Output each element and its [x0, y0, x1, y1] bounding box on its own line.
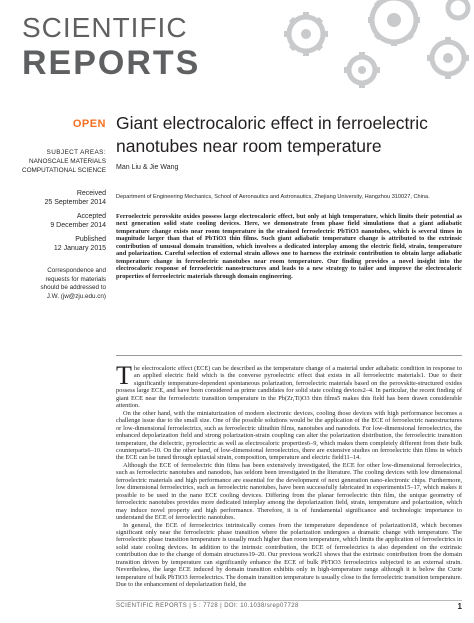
abstract-line: ferroelectric PbTiO3 nanotubes, which is several times in magnitude larger than that of PbTiO3 thin films.: [116, 227, 462, 243]
correspondence-note: [0, 267, 106, 301]
author-affiliation: Department of Engineering Mechanics, School of Aeronautics and Astronautics, Zhejiang University, Hangzhou 310027, China.: [116, 194, 430, 200]
journal-header: [0, 0, 474, 96]
abstract-line: a novel insight into the electrocaloric response of ferroelectric nanostructures and leads to a new strategy to: [116, 257, 462, 273]
abstract-line: tailor and improve the electrocaloric properties of ferroelectric materials through domain engineering.: [116, 265, 462, 280]
subject-area-item[interactable]: COMPUTATIONAL SCIENCE: [21, 167, 106, 174]
footer-rule: [116, 600, 462, 601]
footer-citation: [116, 603, 299, 609]
subject-areas-heading: SUBJECT AREAS:: [46, 149, 106, 156]
logo-bottom-text: REPORTS: [22, 44, 201, 82]
footer-doi[interactable]: | 5 : 7728 | DOI: 10.1038/srep07728: [189, 603, 299, 609]
correspondence-line: requests for materials: [45, 275, 106, 283]
published-date: 12 January 2015: [53, 245, 106, 252]
subject-areas: [0, 148, 106, 175]
abstract-line: polarization. Careful selection of external strain allows one to harness the extrinsic contribution to obtain: [128, 250, 422, 258]
article-title-line: Giant electrocaloric effect in ferroelectric: [116, 113, 428, 133]
received-date: 25 September 2014: [44, 199, 106, 206]
body-paragraph: In general, the ECE of ferroelectrics intrinsically comes from the temperature dependence of polarization18, which becomes significant only near the ferroelectric phase transition where the polarization undergoes a dramatic change with temperature. The ferroelectric phase transition temperature is usually much higher than room temperature, which limits the application of ferroelectrics in solid state cooling devices. In addition to the intrinsic contribution, the ECE of ferroelectrics is also dependent on the extrinsic contribution due to the change of domain structures19–20. Our previous work21 shows that the extrinsic contribution from the domain transition driven by temperature can significantly enhance the ECE of bulk PbTiO3 ferroelectrics subjected to an external strain. Nevertheless, the large ECE induced by domain transition exhibits only in high-temperature range although it is below the Curie temperature of bulk PbTiO3 ferroelectrics. The domain transition temperature is usually close to the ferroelectric transition temperature. Due to the enhancement of depolarization field, the: [116, 521, 462, 589]
logo-top-text: SCIENTIFIC: [22, 12, 188, 43]
abstract-line: their potential as next generation solid state cooling devices. Here, we demonstrate from phase field: [116, 213, 462, 228]
accepted-label: Accepted: [76, 213, 106, 220]
abstract-line: transition, which involves a dedicated interplay among the electric field, strain, temperature and: [116, 242, 462, 258]
open-access-label: OPEN: [72, 118, 106, 130]
correspondence-line: should be addressed to: [40, 284, 106, 291]
page-number: 1: [457, 602, 462, 611]
article-sidebar: [0, 118, 106, 301]
correspondence-email[interactable]: J.W. (jw@zju.edu.cn): [46, 292, 106, 300]
body-paragraph: Although the ECE of ferroelectric thin films has been extensively investigated, the ECE for other low-dimensional ferroelectrics, such as ferroelectric nanotubes and nanodots, has seldom been investigated in the literature. The cooling devices with low dimensional ferroelectric materials and high performance are essential for the development of next generation nano-electronic chips. Furthermore, low dimensional ferroelectrics, such as ferroelectric nanotubes, have been successfully fabricated in experiments15–17, which makes it possible to be used in the nano ECE cooling devices. Differing from the planar ferroelectric thin film, the unique geometry of ferroelectric nanotubes provides more dedicated interplay among the depolarization field, strain, temperature and polarization, which may induce novel property and high performance. Therefore, it is of fundamental significance and technologic importance to understand the ECE of ferroelectric nanotubes.: [116, 461, 462, 522]
abstract-divider: [116, 355, 462, 356]
article-body: [116, 361, 462, 589]
page-footer: [0, 600, 474, 614]
accepted-date: 9 December 2014: [50, 222, 106, 229]
published-label: Published: [75, 236, 106, 243]
subject-area-item[interactable]: NANOSCALE MATERIALS: [29, 158, 106, 165]
article-title: [116, 112, 456, 158]
gears-decoration-icon: [262, 0, 474, 96]
abstract-line: simulations that a giant adiabatic temperature change exists near room temperature in the strained: [116, 220, 463, 235]
article-title-line: nanotubes near room temperature: [116, 136, 382, 156]
body-paragraph: On the other hand, with the miniaturization of modern electronic devices, cooling those devices with high performance becomes a challenge issue due to the small size. One of the possible solutions would be the application of the ECE of ferroelectric nanostructures or low-dimensional ferroelectrics, such as ferroelectric ultrathin films, nanotubes and nanodots. For low-dimensional ferroelectrics, the enhanced depolarization field and strong polarization-strain coupling can alter the polarization distribution, the ferroelectric transition temperature, the dielectric, pyroelectric as well as electrocaloric properties6–9, which makes them completely different from their bulk counterparts6–10. On the other hand, of low-dimensional ferroelectrics, there are extensive studies on ferroelectric thin films in which the ECE can be tuned through epitaxial strain, composition, temperature and electric field11–14.: [116, 409, 462, 462]
abstract-line: large adiabatic temperature change in ferroelectric nanotubes near room temperature. Our finding provides: [116, 250, 462, 265]
correspondence-line: Correspondence and: [47, 267, 106, 274]
journal-logo: [22, 14, 200, 80]
article-authors: Man Liu & Jie Wang: [116, 164, 179, 171]
article-abstract: [116, 213, 462, 280]
abstract-line: Ferroelectric perovskite oxides possess large electrocaloric effect, but only at high temperature, which limits: [116, 213, 416, 220]
body-paragraph: [116, 361, 462, 410]
footer-journal-name: SCIENTIFIC REPORTS: [116, 603, 188, 609]
body-paragraph-text: he electrocaloric effect (ECE) can be described as the temperature change of a material under adiabatic condition in response to an applied electric field which is the converse pyroelectric effect that exists in all ferroelectric materials1. Due to their significantly temperature-dependent spontaneous polarization, ferroelectric materials based on the perovskite-structured oxides possess large ECE, and have been considered as prime candidates for solid state cooling devices2–4. In particular, the recent finding of giant ECE near the ferroelectric transition temperature in the Pb(Zr,Ti)O3 thin films5 makes this field has been drawn considerable attention.: [116, 365, 462, 410]
drop-cap: T: [116, 361, 132, 390]
received-label: Received: [76, 190, 106, 197]
article-dates: [0, 189, 106, 253]
abstract-line: Such giant adiabatic temperature change is attributed to the extrinsic contribution of unusual domain: [116, 235, 462, 250]
